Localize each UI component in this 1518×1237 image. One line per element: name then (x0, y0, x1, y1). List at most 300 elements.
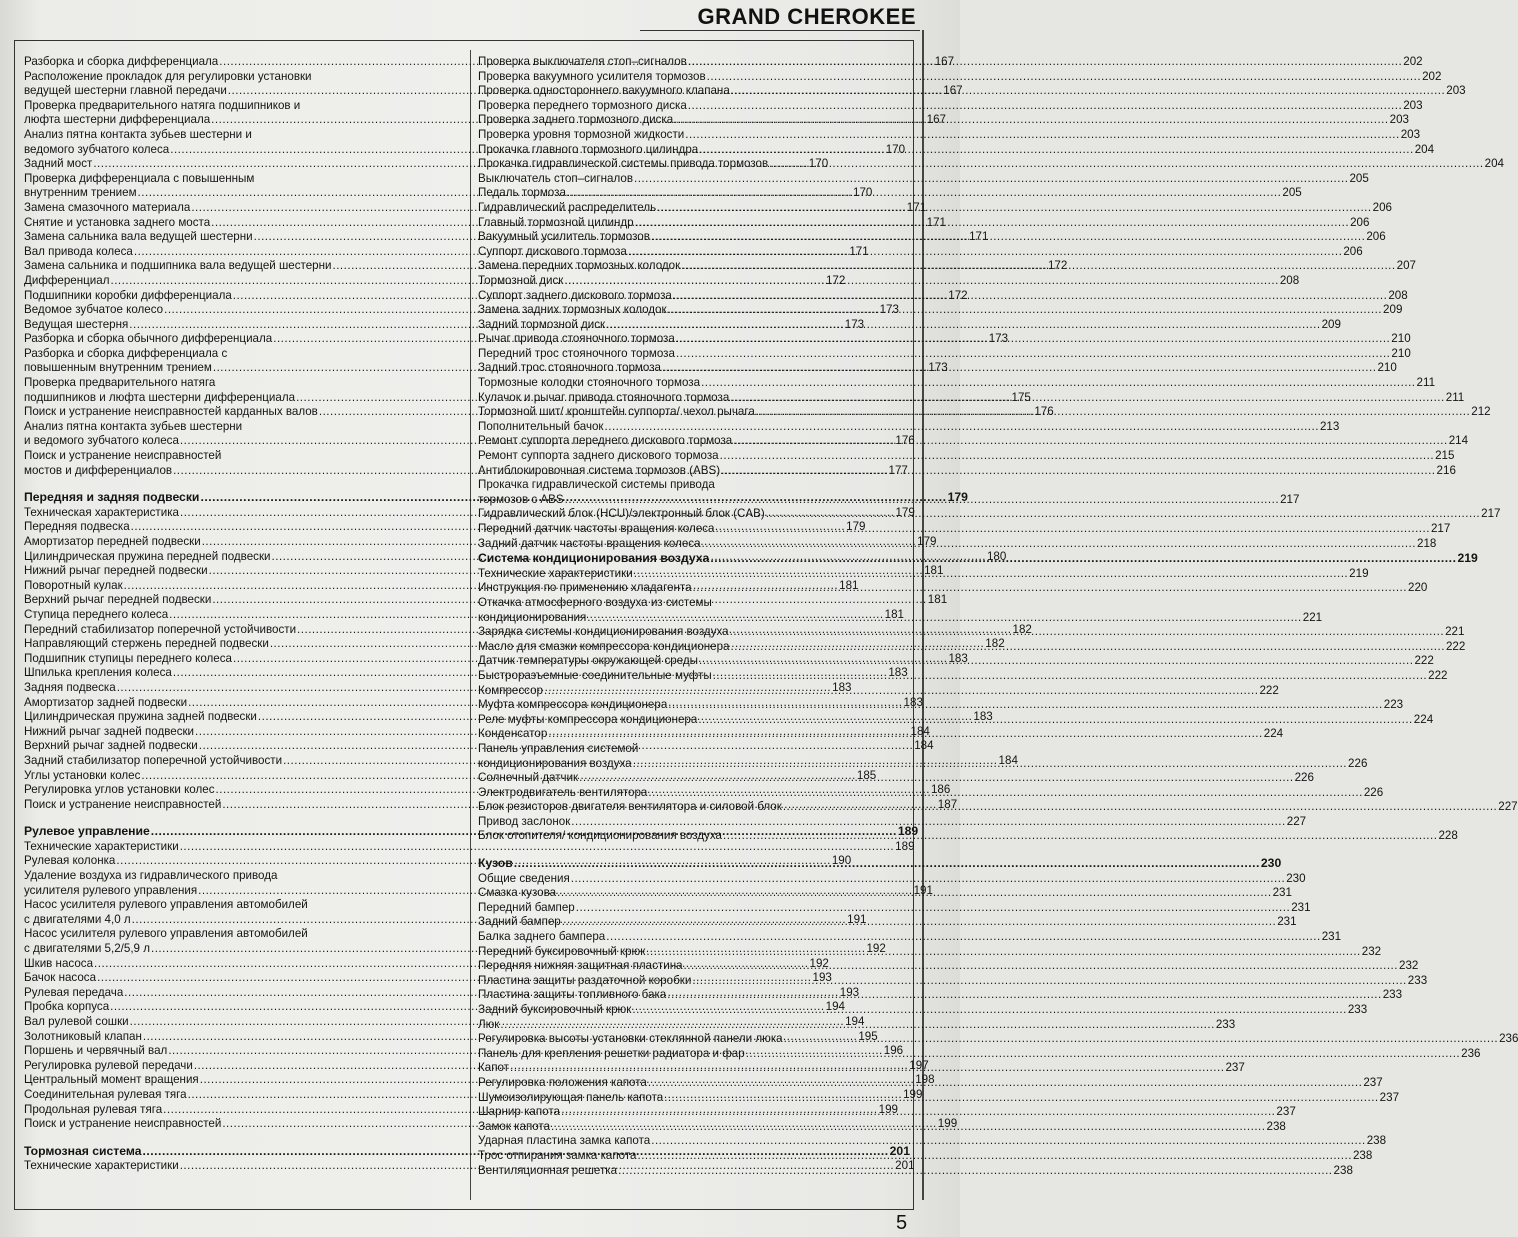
toc-entry-row (478, 1003, 1368, 1018)
toc-entry-title: Ведущая шестерня (24, 317, 129, 331)
toc-entry (478, 273, 1300, 289)
toc-page-number: 203 (1400, 127, 1421, 141)
dot-leader (514, 856, 1260, 871)
dot-leader (571, 872, 1285, 887)
toc-entry-title: Солнечный датчик (478, 771, 579, 785)
toc-entry-title: Общие сведения (478, 871, 570, 885)
toc-entry-title: повышенным внутренним трением (24, 361, 212, 375)
toc-page-number: 181 (839, 578, 859, 592)
toc-page-number: 213 (1319, 419, 1340, 433)
dot-leader (731, 84, 1445, 99)
toc-page-number: 231 (1277, 915, 1297, 929)
toc-page-number: 236 (1461, 1046, 1481, 1060)
dot-leader (730, 391, 1444, 406)
toc-entry-row (478, 449, 1455, 464)
toc-entry (478, 171, 1369, 187)
toc-entry-title: Быстроразъемные соединительные муфты (478, 668, 712, 682)
dot-leader (769, 157, 1483, 172)
toc-entry-title: Цилиндрическая пружина задней подвески (24, 710, 257, 724)
toc-entry-title: Пополнительный бачок (478, 419, 604, 433)
toc-entry-title: Капот (478, 1061, 509, 1075)
dot-leader (710, 551, 1456, 566)
toc-entry-title: Кузов (478, 856, 513, 871)
toc-page-number: 232 (1399, 959, 1419, 973)
toc-entry-title: Рычаг привода стояночного тормоза (478, 332, 675, 346)
toc-entry-title: с двигателями 5,2/5,9 л (24, 942, 150, 956)
toc-page-number: 217 (1430, 522, 1451, 535)
toc-entry-title: Рулевая передача (24, 985, 124, 999)
toc-page-number: 171 (926, 215, 946, 229)
toc-page-number: 207 (1396, 259, 1416, 273)
toc-page-number: 217 (1280, 492, 1300, 506)
toc-entry-row (478, 1134, 1387, 1149)
toc-entry (478, 1003, 1368, 1018)
dot-leader (648, 1076, 1362, 1091)
dot-leader (783, 797, 1497, 815)
toc-page-number: 171 (969, 230, 989, 244)
toc-entry-title: Ремонт суппорта заднего дискового тормоза (478, 449, 719, 463)
toc-entry (478, 376, 1436, 391)
toc-entry-title: Педаль тормоза (478, 186, 566, 200)
toc-entry-title: Блок отопителя/ кондиционирования воздуха (478, 829, 722, 843)
toc-page-number: 215 (1435, 449, 1455, 463)
toc-page-number: 222 (1259, 683, 1279, 697)
toc-entry-title: ведущей шестерни главной передачи (24, 84, 227, 98)
toc-page-number: 208 (1279, 273, 1300, 287)
toc-page-number: 192 (809, 956, 829, 970)
toc-entry-row (478, 956, 1419, 974)
toc-entry-title: внутренним трением (24, 186, 137, 200)
toc-page-number: 177 (888, 463, 908, 477)
toc-page-number: 172 (1047, 259, 1068, 273)
toc-page-number: 176 (1034, 405, 1054, 419)
toc-entry-title: Прокачка гидравлической системы привода тормозов (478, 157, 769, 171)
toc-page-number: 172 (948, 288, 968, 302)
toc-page-number: 185 (856, 768, 877, 782)
toc-page-number: 196 (883, 1044, 904, 1058)
toc-entry-title-line: Насос усилителя рулевого управления автомобилей (24, 898, 308, 912)
toc-page-number: 175 (1011, 390, 1031, 404)
toc-page-number: 195 (858, 1029, 878, 1043)
toc-page-number: 212 (1471, 405, 1491, 419)
toc-entry-title: с двигателями 4,0 л (24, 912, 131, 926)
toc-page-number: 181 (884, 607, 904, 621)
toc-page-number: 228 (1438, 829, 1458, 843)
toc-entry (478, 956, 1419, 974)
toc-entry-title-line: Панель управления системой (478, 741, 639, 755)
toc-entry-title: Регулировка рулевой передачи (24, 1058, 193, 1072)
toc-entry-title: Реле муфты компрессора кондиционера (478, 712, 698, 726)
toc-entry-title: Суппорт заднего дискового тормоза (478, 288, 672, 302)
toc-page-number: 183 (948, 651, 968, 665)
toc-entry-title: Задний трос стояночного тормоза (478, 361, 661, 375)
toc-page-number: 209 (1321, 317, 1341, 331)
toc-page-number: 205 (1349, 171, 1369, 185)
dot-leader (698, 713, 1412, 728)
toc-page-number: 203 (1389, 113, 1409, 127)
toc-entry-title: Антиблокировочная система тормозов (ABS) (478, 463, 721, 477)
toc-page-number: 222 (1445, 639, 1466, 653)
toc-page-number: 236 (1499, 1032, 1518, 1046)
toc-entry (24, 839, 915, 855)
toc-entry-title: Техническая характеристика (24, 505, 179, 519)
toc-page-number: 211 (1445, 390, 1465, 404)
toc-page-number: 218 (1417, 536, 1437, 550)
toc-entry-title: Инструкция по применению хладагента (478, 581, 692, 595)
toc-page-number: 238 (1333, 1163, 1353, 1177)
toc-entry-title: Вентиляционная решетка (478, 1163, 618, 1177)
toc-entry-title: подшипников и люфта шестерни дифференциала (24, 390, 296, 404)
toc-entry-title: Амортизатор передней подвески (24, 535, 201, 548)
toc-page-number: 237 (1276, 1105, 1296, 1119)
dot-leader (648, 786, 1362, 801)
toc-entry-title: Суппорт дискового тормоза (478, 244, 627, 258)
toc-entry-title: Регулировка высоты установки стеклянной панели люка (478, 1032, 783, 1046)
dot-leader (635, 216, 1349, 231)
toc-entry-title: Поршень и червячный вал (24, 1044, 168, 1058)
toc-page-number: 204 (1414, 142, 1435, 156)
toc-page-number: 172 (825, 273, 846, 287)
toc-entry-row (478, 127, 1421, 143)
toc-page-number: 206 (1372, 200, 1392, 214)
toc-page-number: 231 (1272, 886, 1292, 900)
toc-entry-title: Технические характеристики (24, 839, 179, 853)
toc-entry-title: Тормозные колодки стояночного тормоза (478, 376, 701, 390)
toc-entry (478, 683, 1279, 699)
toc-entry-title-line: Откачка атмосферного воздуха из системы (478, 595, 712, 609)
toc-page-number: 219 (1349, 566, 1369, 580)
dot-leader (605, 420, 1319, 435)
toc-entry-row (478, 273, 1300, 289)
dot-leader (673, 289, 1387, 304)
toc-entry-title-line: Проверка предварительного натяга (24, 376, 216, 390)
toc-page-number: 227 (1498, 800, 1518, 814)
toc-page-number: 210 (1377, 361, 1397, 375)
toc-entry (478, 69, 1442, 85)
toc-page-number: 171 (849, 244, 869, 258)
toc-page-number: 238 (1366, 1134, 1387, 1148)
toc-page-number: 214 (1448, 434, 1469, 448)
toc-page-number: 220 (1408, 581, 1428, 595)
dot-leader (731, 640, 1445, 655)
toc-entry (478, 449, 1455, 464)
toc-entry-title: Электродвигатель вентилятора (478, 785, 648, 799)
toc-page-number: 199 (903, 1087, 923, 1101)
toc-entry-row (478, 157, 1504, 172)
dot-leader (633, 757, 1347, 772)
toc-page-number: 183 (973, 710, 993, 724)
dot-leader (784, 1029, 1498, 1047)
toc-page-number: 167 (926, 113, 946, 127)
toc-entry-title: Технические характеристики (478, 566, 633, 580)
toc-entry-row (478, 376, 1436, 391)
toc-entry-title: Система кондиционирования воздуха (478, 551, 710, 566)
toc-entry-title-line: Прокачка гидравлической системы привода (478, 478, 715, 492)
toc-page-number: 221 (1445, 625, 1465, 639)
toc-entry-title: Замок капота (478, 1119, 551, 1133)
toc-page-number: 173 (928, 361, 948, 375)
toc-entry (478, 98, 1423, 114)
toc-entry-title: Зарядка системы кондиционирования воздуха (478, 625, 729, 639)
toc-page-number: 181 (924, 564, 944, 578)
toc-page-number: 170 (808, 157, 829, 171)
toc-page-number: 224 (1413, 712, 1434, 726)
toc-page-number: 191 (847, 912, 867, 926)
toc-page-number: 222 (1428, 668, 1448, 682)
toc-entry-title-line: Насос усилителя рулевого управления автомобилей (24, 927, 308, 941)
toc-entry (478, 871, 1306, 887)
dot-leader (692, 974, 1406, 989)
toc-entry-title: Подшипник ступицы переднего колеса (24, 651, 232, 665)
dot-leader (688, 99, 1402, 114)
dot-leader (606, 318, 1320, 333)
toc-entry-title: Амортизатор задней подвески (24, 695, 188, 709)
toc-page-number: 193 (812, 971, 832, 985)
toc-entry (478, 930, 1342, 945)
toc-page-number: 201 (889, 1143, 910, 1158)
dot-leader (667, 985, 1381, 1003)
toc-page-number: 238 (1352, 1148, 1373, 1162)
toc-entry-title: Шпилька крепления колеса (24, 666, 172, 680)
toc-page-number: 206 (1350, 215, 1370, 229)
toc-page-number: 203 (1446, 84, 1466, 98)
dot-leader (548, 724, 1262, 742)
toc-page-number: 184 (910, 724, 930, 738)
toc-entry-title: Задний бампер (478, 915, 561, 929)
toc-entry-title: Блок резисторов двигателя вентилятора и силовой блок (478, 800, 782, 814)
toc-page-number: 197 (909, 1058, 929, 1072)
toc-entry-title: Компрессор (478, 683, 543, 697)
toc-entry-title: Люк (478, 1017, 500, 1031)
toc-entry-title: Замена задних тормозных колодок (478, 303, 667, 317)
toc-page-number: 210 (1391, 346, 1411, 360)
header-title: GRAND CHEROKEE (697, 4, 916, 29)
toc-page-number: 193 (839, 985, 860, 999)
toc-page-number: 223 (1383, 698, 1404, 712)
toc-entry-title: Бачок насоса (24, 971, 97, 985)
dot-leader (733, 434, 1447, 449)
toc-entry-title: люфта шестерни дифференциала (24, 113, 211, 127)
toc-entry-title: Панель для крепления решетки радиатора и фар (478, 1046, 745, 1060)
dot-leader (551, 1120, 1265, 1135)
toc-entry-title: Пробка корпуса (24, 1000, 110, 1014)
toc-entry-title-line: Проверка предварительного натяга подшипников и (24, 98, 301, 112)
toc-entry-title: Проверка выключателя стоп–сигналов (478, 55, 687, 68)
toc-page-number: 231 (1321, 930, 1342, 944)
dot-leader (662, 361, 1376, 376)
dot-leader (685, 128, 1399, 143)
toc-entry-title: Датчик температуры окружающей среды (478, 654, 698, 668)
toc-page-number: 179 (917, 535, 937, 548)
dot-leader (618, 1164, 1332, 1179)
toc-entry-title: Передний датчик частоты вращения колеса (478, 522, 715, 535)
toc-page-number: 171 (906, 200, 927, 214)
dot-leader (634, 172, 1348, 187)
dot-leader (721, 464, 1435, 479)
toc-page-number: 176 (895, 434, 915, 448)
toc-entry-title: Гидравлический блок (HCU)/электронный блок (CAB) (478, 507, 765, 521)
toc-page-number: 219 (1457, 551, 1478, 566)
toc-entry-title: Задний датчик частоты вращения колеса (478, 536, 701, 550)
toc-page-number: 224 (1263, 727, 1284, 741)
toc-entry-title-line: Расположение прокладок для регулировки установки (24, 69, 312, 83)
header-rule (640, 30, 920, 31)
toc-entry-title: Пластина защиты раздаточной коробки (478, 973, 692, 987)
dot-leader (576, 901, 1290, 916)
toc-entry-title: Задний буксировочный крюк (478, 1003, 632, 1016)
toc-page-number: 189 (895, 839, 915, 853)
dot-leader (746, 1047, 1460, 1062)
toc-entry-title-line: Проверка дифференциала с повышенным (24, 171, 255, 185)
toc-page-number: 208 (1388, 288, 1408, 302)
toc-page-number: 237 (1363, 1075, 1383, 1089)
toc-entry-title: Привод заслонок (478, 814, 571, 828)
toc-entry-title: Конденсатор (478, 727, 548, 741)
dot-leader (756, 405, 1470, 420)
toc-page-number: 184 (914, 739, 934, 753)
toc-entry-title: Ведомое зубчатое колесо (24, 303, 164, 317)
toc-entry-title: усилителя рулевого управления (24, 883, 198, 897)
dot-leader (628, 245, 1342, 260)
toc-entry-title: Передняя подвеска (24, 520, 130, 534)
toc-page-number: 227 (1286, 814, 1307, 828)
toc-entry-title: Выключатель стоп–сигналов (478, 171, 633, 185)
toc-entry-title: Передний буксировочный крюк (478, 944, 646, 958)
toc-page-number: 204 (1484, 157, 1504, 171)
toc-page-number: 237 (1225, 1061, 1245, 1075)
toc-entry-title: Нижний рычаг передней подвески (24, 564, 208, 578)
toc-page-number: 191 (913, 883, 933, 897)
dot-leader (702, 537, 1416, 552)
toc-entry-title: Замена сальника и подшипника вала ведущей шестерни (24, 259, 332, 273)
toc-page-number: 233 (1215, 1017, 1236, 1031)
toc-page-number: 182 (985, 637, 1005, 651)
toc-entry-row (478, 171, 1369, 187)
toc-page-number: 226 (1294, 771, 1314, 785)
toc-page-number: 226 (1363, 785, 1384, 799)
dot-leader (664, 1091, 1378, 1106)
toc-entry-title: Смазка кузова (478, 886, 557, 900)
toc-page-number: 233 (1347, 1003, 1368, 1016)
toc-entry-title: Верхний рычаг передней подвески (24, 593, 212, 607)
toc-entry-title: Передний бампер (478, 900, 575, 914)
toc-entry-title: Дифференциал (24, 273, 110, 287)
toc-page-number: 230 (1260, 856, 1282, 871)
dot-leader (632, 1003, 1346, 1018)
toc-entry-title: Задняя подвеска (24, 680, 116, 694)
dot-leader (668, 695, 1382, 713)
toc-entry-title: Кулачок и рычаг привода стояночного тормоза (478, 390, 730, 404)
toc-entry-title: Подшипники коробки дифференциала (24, 288, 232, 302)
dot-leader (561, 1102, 1275, 1120)
dot-leader (557, 883, 1271, 901)
dot-leader (730, 622, 1444, 640)
dot-leader (701, 376, 1415, 391)
toc-page-number: 205 (1282, 186, 1302, 200)
toc-entry-row (478, 419, 1340, 435)
toc-page-number: 182 (1012, 622, 1032, 636)
toc-entry-title: Замена передних тормозных колодок (478, 259, 681, 273)
toc-page-number: 209 (1383, 303, 1403, 317)
toc-page-number: 192 (866, 942, 886, 956)
toc-entry-title: Передний трос стояночного тормоза (478, 346, 675, 360)
toc-page-number: 206 (1366, 230, 1386, 244)
toc-entry-title: Задний стабилизатор поперечной устойчивости (24, 753, 283, 767)
toc-entry-title: Масло для смазки компрессора кондиционера (478, 639, 730, 653)
dot-leader (606, 930, 1320, 945)
toc-page-number: 167 (934, 55, 955, 68)
dot-leader (634, 567, 1348, 582)
toc-entry-title: Ремонт суппорта переднего дискового тормоза (478, 434, 733, 448)
toc-entry-title: Центральный момент вращения (24, 1073, 199, 1087)
toc-entry-title: Регулировка положения капота (478, 1075, 647, 1089)
toc-entry-row (478, 871, 1306, 887)
dot-leader (674, 113, 1388, 128)
toc-entry-title: Разборка и сборка дифференциала (24, 55, 219, 68)
dot-leader (684, 956, 1398, 974)
toc-page-number: 170 (853, 186, 873, 200)
toc-entry-title: Задний тормозной диск (478, 317, 606, 331)
dot-leader (565, 493, 1279, 508)
toc-page-number: 181 (927, 593, 948, 607)
toc-page-number: 222 (1414, 654, 1434, 668)
toc-entry-title: Передняя нижняя защитная пластина (478, 959, 683, 973)
toc-entry-title: Передняя и задняя подвески (24, 490, 200, 505)
dot-leader (699, 651, 1413, 669)
toc-entry-title: Передний стабилизатор поперечной устойчивости (24, 622, 297, 636)
dot-leader (723, 829, 1437, 844)
toc-entry-title: Вакуумный усилитель тормозов (478, 230, 650, 244)
toc-page-number: 179 (947, 490, 968, 505)
toc-entry-title: Рулевая колонка (24, 854, 116, 868)
toc-entry-row (478, 683, 1279, 699)
toc-page-number: 203 (1403, 98, 1423, 112)
dot-leader (720, 449, 1434, 464)
toc-entry-title: Прокачка главного тормозного цилиндра (478, 142, 699, 156)
toc-page-number: 170 (885, 142, 906, 156)
dot-leader (707, 70, 1421, 85)
toc-entry-row (478, 900, 1311, 916)
toc-page-number: 226 (1348, 756, 1368, 770)
toc-entry-title-line: Удаление воздуха из гидравлического привода (24, 869, 278, 883)
toc-page-number: 184 (998, 753, 1018, 767)
toc-entry-title: Регулировка углов установки колес (24, 783, 215, 797)
toc-entry-row (478, 98, 1423, 114)
toc-page-number: 210 (1391, 332, 1411, 346)
toc-entry-title: Вал привода колеса (24, 244, 133, 258)
toc-page-number: 167 (943, 84, 963, 98)
toc-entry-title: Замена смазочного материала (24, 200, 191, 214)
toc-entry-title: Продольная рулевая тяга (24, 1102, 163, 1116)
toc-page-number: 173 (879, 303, 899, 317)
toc-entry-title: Технические характеристики (24, 1159, 179, 1173)
toc-entry-title-line: Разборка и сборка дифференциала с (24, 346, 228, 360)
toc-page-number: 238 (1266, 1119, 1286, 1133)
toc-page-number: 180 (986, 549, 1007, 563)
dot-leader (681, 259, 1395, 274)
toc-page-number: 189 (897, 824, 919, 839)
toc-page-number: 198 (915, 1073, 935, 1087)
toc-page-number: 199 (878, 1102, 898, 1116)
dot-leader (657, 201, 1371, 216)
dot-leader (716, 522, 1430, 537)
toc-entry-title: ведомого зубчатого колеса (24, 142, 170, 156)
toc-entry-title-line: Анализ пятна контакта зубьев шестерни (24, 419, 243, 433)
dot-leader (500, 1018, 1214, 1033)
dot-leader (676, 332, 1390, 347)
toc-entry-title: Поиск и устранение неисправностей карданных валов (24, 405, 318, 419)
toc-page-number: 187 (937, 797, 958, 811)
